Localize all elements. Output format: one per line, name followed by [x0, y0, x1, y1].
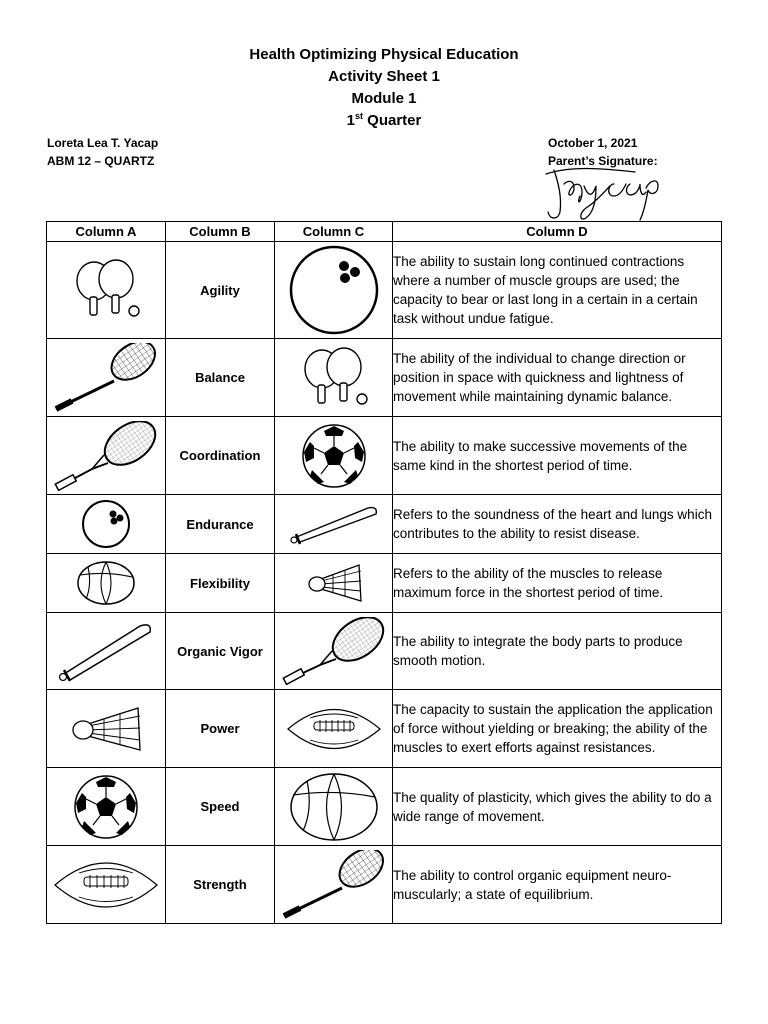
column-b-cell: Coordination — [166, 417, 275, 495]
volleyball-icon — [287, 771, 381, 843]
table-row — [47, 768, 722, 846]
column-b-cell: Organic Vigor — [166, 613, 275, 690]
column-b-cell: Speed — [166, 768, 275, 846]
tennis-racket-icon — [280, 617, 388, 685]
football-icon — [284, 704, 384, 754]
column-a-header: Column A — [47, 222, 166, 242]
column-a-cell — [47, 554, 166, 613]
submission-date: October 1, 2021 — [548, 136, 638, 150]
baseball-bat-icon — [54, 618, 158, 684]
column-a-cell — [47, 242, 166, 339]
column-b-cell: Flexibility — [166, 554, 275, 613]
column-a-cell — [47, 339, 166, 417]
column-d-cell: The capacity to sustain the application the application of force without yielding or breaking; the ability of the muscles to exert efforts against resistances. — [393, 690, 722, 768]
column-b-cell: Agility — [166, 242, 275, 339]
column-d-cell: The quality of plasticity, which gives the ability to do a wide range of movement. — [393, 768, 722, 846]
column-c-cell — [275, 613, 393, 690]
table-row — [47, 554, 722, 613]
column-b-cell: Balance — [166, 339, 275, 417]
column-d-cell: The ability of the individual to change direction or position in space with quickness and lightness of movement while maintaining dynamic balance. — [393, 339, 722, 417]
student-name: Loreta Lea T. Yacap — [47, 136, 159, 150]
parent-signature-image — [540, 162, 670, 224]
activity-sheet-label: Activity Sheet 1 — [328, 68, 440, 85]
quarter-label — [0, 110, 768, 132]
table-row — [47, 339, 722, 417]
column-c-cell — [275, 846, 393, 924]
signature-label: Parent’s Signature: — [548, 154, 658, 168]
column-a-cell — [47, 846, 166, 924]
column-c-cell — [275, 242, 393, 339]
table-row — [47, 242, 722, 339]
column-d-cell: The ability to control organic equipment neuro-muscularly; a state of equilibrium. — [393, 846, 722, 924]
bowling-ball-icon — [79, 498, 133, 550]
column-b-cell: Power — [166, 690, 275, 768]
soccer-ball-icon — [300, 422, 368, 490]
quarter-word: Quarter — [367, 112, 422, 129]
table-header-row — [47, 222, 722, 242]
column-d-cell: The ability to sustain long continued contractions where a number of muscle groups are used; the capacity to bear or last long in a certain in a certain task without undue fatigue. — [393, 242, 722, 339]
ping-pong-paddles-icon — [294, 343, 374, 413]
column-b-cell: Endurance — [166, 495, 275, 554]
badminton-racket-icon — [278, 850, 390, 920]
table-row — [47, 846, 722, 924]
column-c-cell — [275, 339, 393, 417]
column-c-cell — [275, 554, 393, 613]
quarter-ordinal: st — [354, 111, 363, 121]
column-a-cell — [47, 417, 166, 495]
table-row — [47, 495, 722, 554]
soccer-ball-icon — [72, 773, 140, 841]
column-a-cell — [47, 768, 166, 846]
bowling-ball-icon — [286, 244, 382, 336]
shuttlecock-icon — [66, 704, 146, 754]
activity-table — [46, 221, 722, 924]
student-section: ABM 12 – QUARTZ — [47, 154, 155, 168]
volleyball-icon — [74, 559, 138, 607]
ping-pong-paddles-icon — [66, 255, 146, 325]
column-a-cell — [47, 690, 166, 768]
column-a-cell — [47, 495, 166, 554]
module-label: Module 1 — [351, 90, 417, 107]
column-c-cell — [275, 495, 393, 554]
column-c-cell — [275, 768, 393, 846]
column-c-cell — [275, 690, 393, 768]
column-d-cell: Refers to the ability of the muscles to release maximum force in the shortest period of time. — [393, 554, 722, 613]
column-b-cell: Strength — [166, 846, 275, 924]
column-d-header: Column D — [393, 222, 722, 242]
quarter-number: 1 — [346, 112, 355, 129]
football-icon — [51, 857, 161, 913]
badminton-racket-icon — [50, 343, 162, 413]
document-title: Health Optimizing Physical Education — [249, 46, 519, 63]
baseball-bat-icon — [286, 502, 382, 546]
table-row — [47, 613, 722, 690]
column-d-cell: The ability to make successive movements of the same kind in the shortest period of time. — [393, 417, 722, 495]
shuttlecock-icon — [303, 559, 365, 607]
table-row — [47, 417, 722, 495]
column-b-header: Column B — [166, 222, 275, 242]
table-row — [47, 690, 722, 768]
tennis-racket-icon — [52, 421, 160, 491]
column-a-cell — [47, 613, 166, 690]
column-c-cell — [275, 417, 393, 495]
column-d-cell: Refers to the soundness of the heart and lungs which contributes to the ability to resist disease. — [393, 495, 722, 554]
column-c-header: Column C — [275, 222, 393, 242]
column-d-cell: The ability to integrate the body parts to produce smooth motion. — [393, 613, 722, 690]
